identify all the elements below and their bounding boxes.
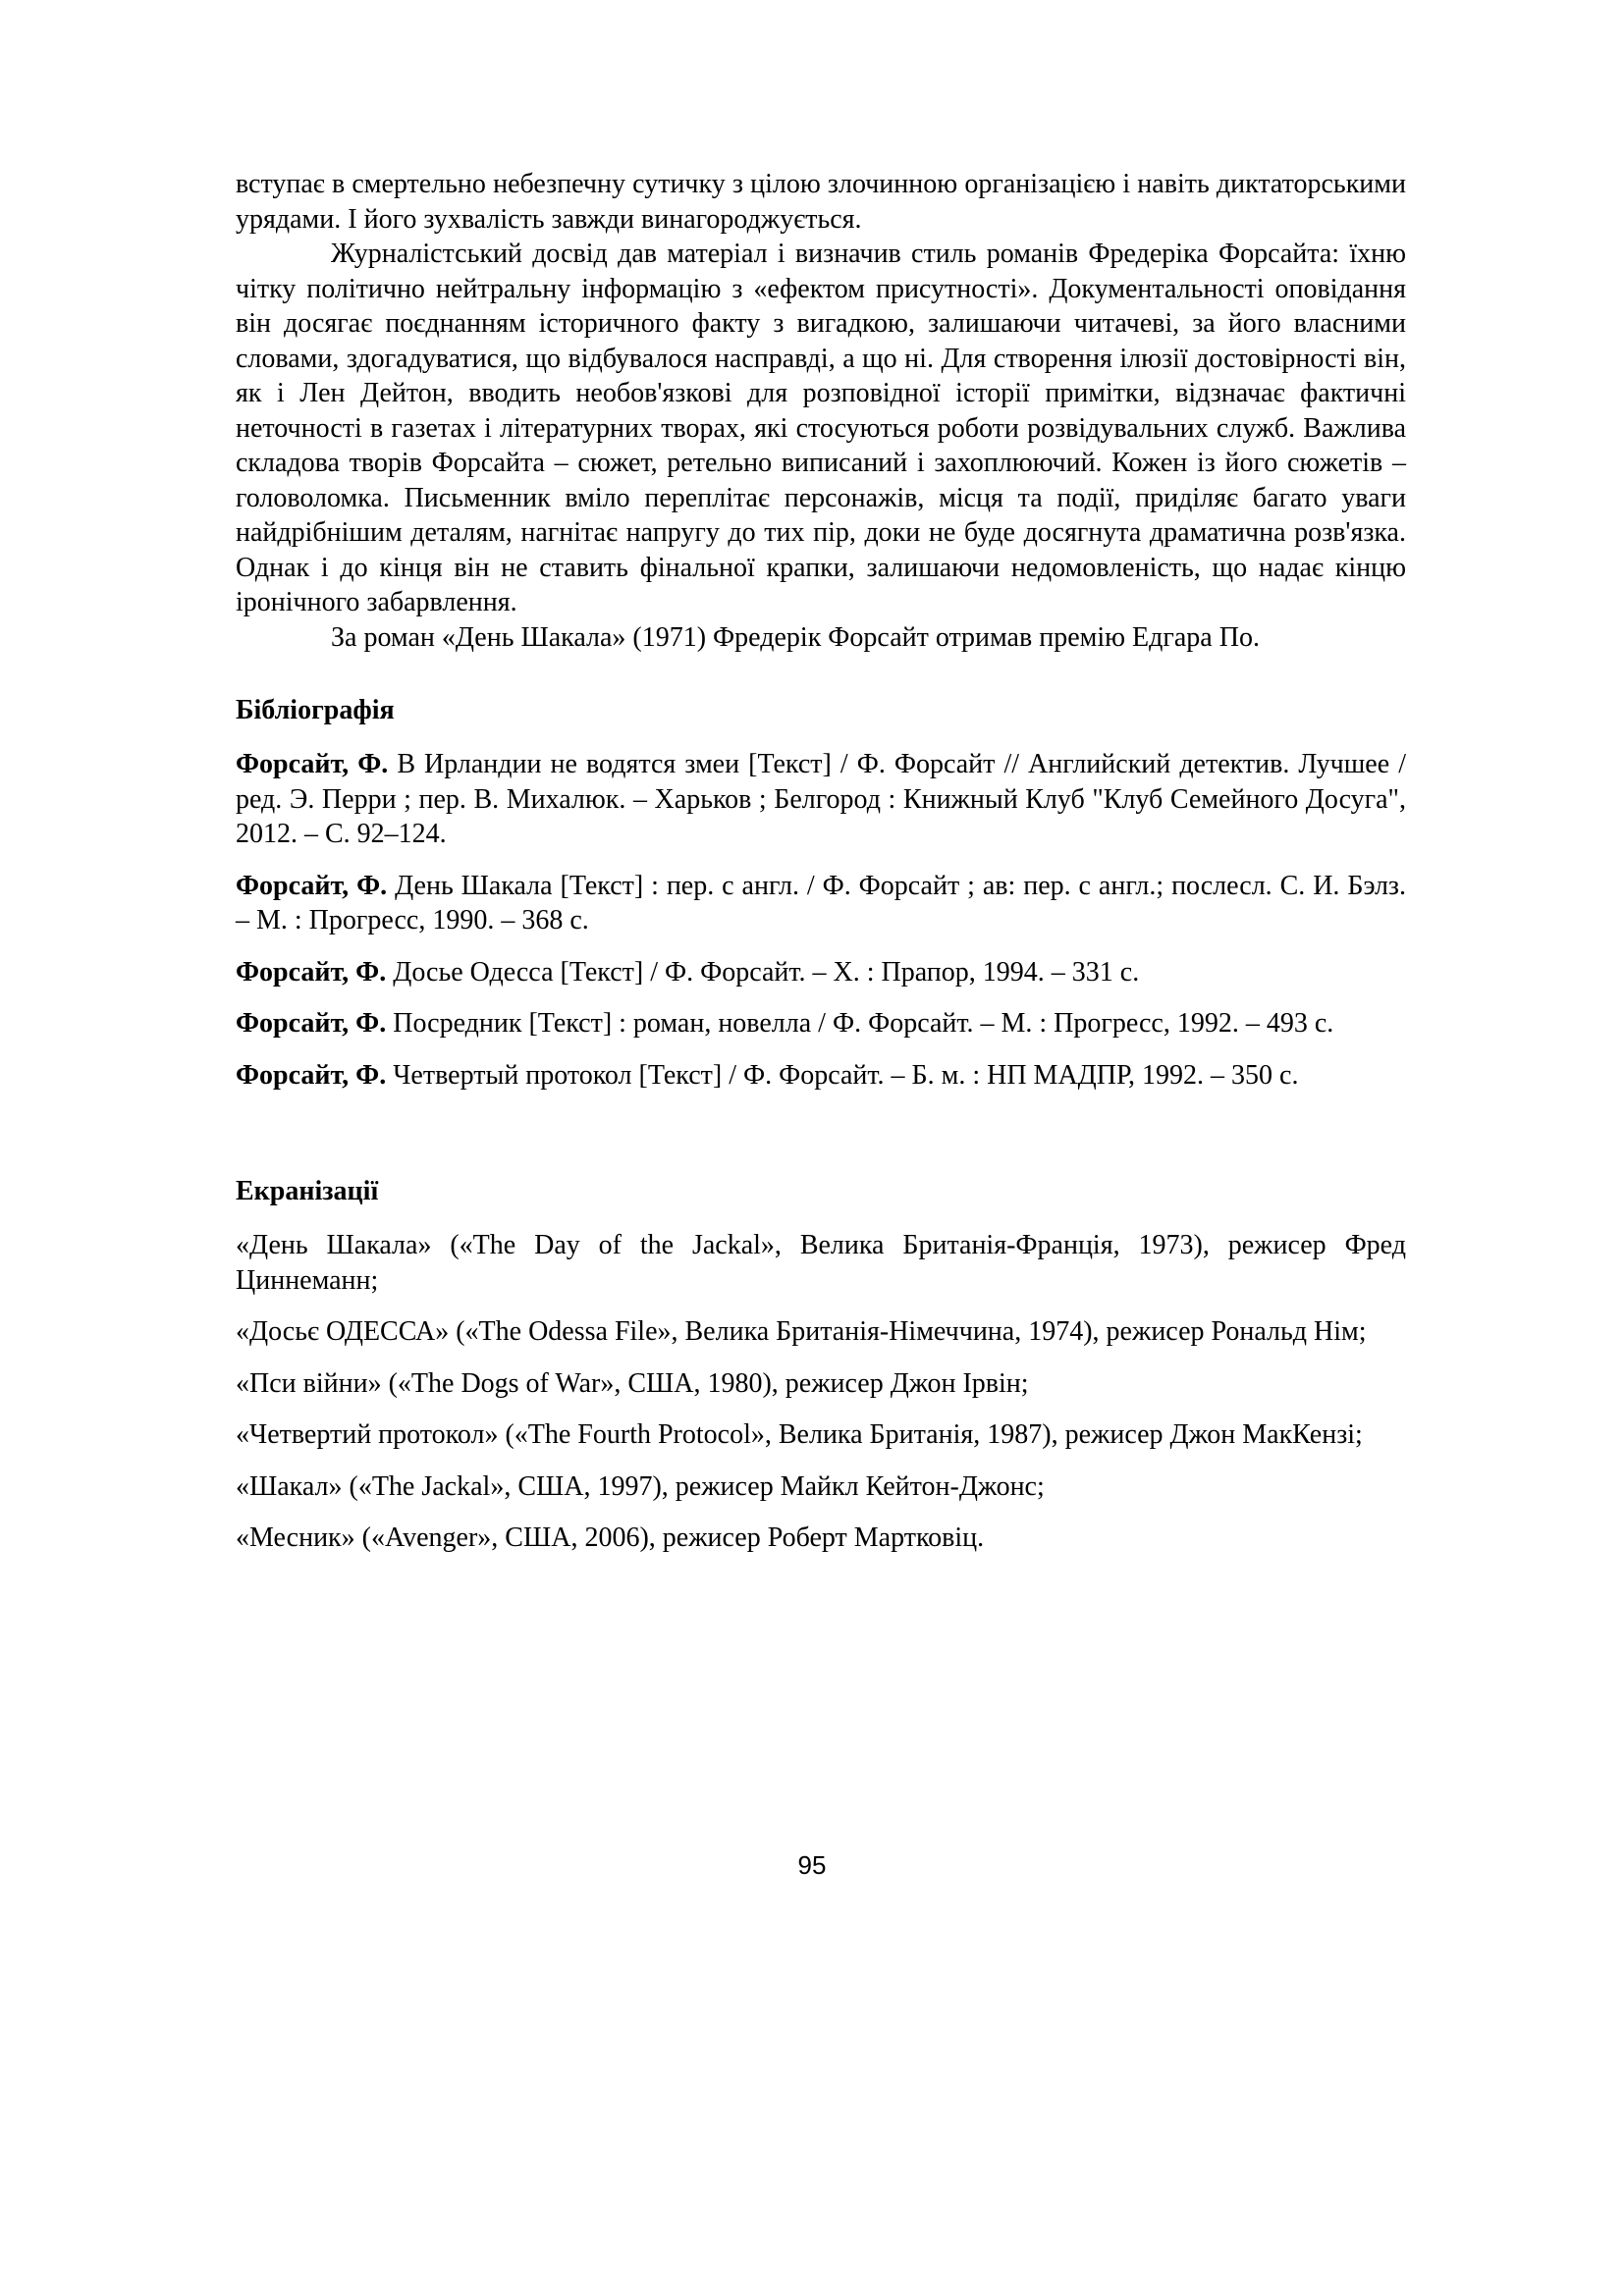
page-number: 95 <box>797 1850 827 1880</box>
body-paragraph: За роман «День Шакала» (1971) Фредерік Форсайт отримав премію Едгара По. <box>331 621 1260 653</box>
entry-author: Форсайт, Ф. <box>236 870 388 901</box>
bibliography-entry <box>236 1006 1406 1041</box>
adaptations-list <box>236 1228 1406 1556</box>
adaptations-heading: Екранізації <box>236 1176 379 1206</box>
entry-text: Посредник [Текст] : роман, новелла / Ф. Форсайт. – М. : Прогресс, 1992. – 493 с. <box>386 1008 1334 1039</box>
entry-author: Форсайт, Ф. <box>236 749 389 779</box>
bibliography-list <box>236 747 1406 1093</box>
entry-text: Четвертый протокол [Текст] / Ф. Форсайт. – Б. м. : НП МАДПР, 1992. – 350 с. <box>386 1059 1299 1091</box>
adaptation-entry: «Досьє ОДЕССА» («The Odessa File», Велика Британія-Німеччина, 1974), режисер Рональд Нім; <box>236 1316 1367 1347</box>
entry-author: Форсайт, Ф. <box>236 1059 387 1091</box>
adaptation-entry: «День Шакала» («The Day of the Jackal», Велика Британія-Франція, 1973), режисер Фред Циннеманн; <box>236 1230 1406 1296</box>
document-page <box>236 167 1406 1573</box>
bibliography-entry <box>236 1058 1406 1094</box>
entry-author: Форсайт, Ф. <box>236 1008 387 1039</box>
body-paragraph: Журналістський досвід дав матеріал і визначив стиль романів Фредеріка Форсайта: їхню чітку політично нейтральну інформацію з «ефектом присутності». Документальності оповідання він досягає поєднанням історичного факту з вигадкою, залишаючи читачеві, за його власними словами, здогадуватися, що відбувалося насправді, а що ні. Для створення ілюзії достовірності він, як і Лен Дейтон, вводить необов'язкові для розповідної історії примітки, відзначає фактичні неточності в газетах і літературних творах, які стосуються роботи розвідувальних служб. Важлива складова творів Форсайта – сюжет, ретельно виписаний і захоплюючий. Кожен із його сюжетів – головоломка. Письменник вміло переплітає персонажів, місця та події, приділяє багато уваги найдрібнішим деталям, нагнітає напругу до тих пір, доки не буде досягнута драматична розв'язка. Однак і до кінця він не ставить фінальної крапки, залишаючи недомовленість, що надає кінцю іронічного забарвлення. <box>236 239 1406 617</box>
bibliography-entry <box>236 869 1406 938</box>
entry-text: В Ирландии не водятся змеи [Текст] / Ф. Форсайт // Английский детектив. Лучшее / ред. Э. Перри ; пер. В. Михалюк. – Харьков ; Белгород : Книжный Клуб "Клуб Семейного Досуга", 2012. – С. 92–124. <box>236 749 1406 849</box>
body-paragraph: вступає в смертельно небезпечну сутичку з цілою злочинною організацією і навіть диктаторськими урядами. І його зухвалість завжди винагороджується. <box>236 169 1406 235</box>
adaptation-entry: «Месник» («Avenger», США, 2006), режисер Роберт Мартковіц. <box>236 1522 985 1553</box>
adaptation-entry: «Пси війни» («The Dogs of War», США, 1980), режисер Джон Ірвін; <box>236 1367 1029 1399</box>
entry-author: Форсайт, Ф. <box>236 956 387 988</box>
entry-text: Досье Одесса [Текст] / Ф. Форсайт. – Х. : Прапор, 1994. – 331 с. <box>386 956 1140 988</box>
adaptation-entry: «Шакал» («The Jackal», США, 1997), режисер Майкл Кейтон-Джонс; <box>236 1470 1045 1502</box>
bibliography-entry <box>236 955 1406 990</box>
bibliography-heading: Бібліографія <box>236 695 395 725</box>
adaptation-entry: «Четвертий протокол» («The Fourth Protocol», Велика Британія, 1987), режисер Джон МакКензі; <box>236 1419 1363 1450</box>
entry-text: День Шакала [Текст] : пер. с англ. / Ф. Форсайт ; ав: пер. с англ.; послесл. С. И. Бэлз. – М. : Прогресс, 1990. – 368 с. <box>236 870 1406 935</box>
bibliography-entry <box>236 747 1406 852</box>
